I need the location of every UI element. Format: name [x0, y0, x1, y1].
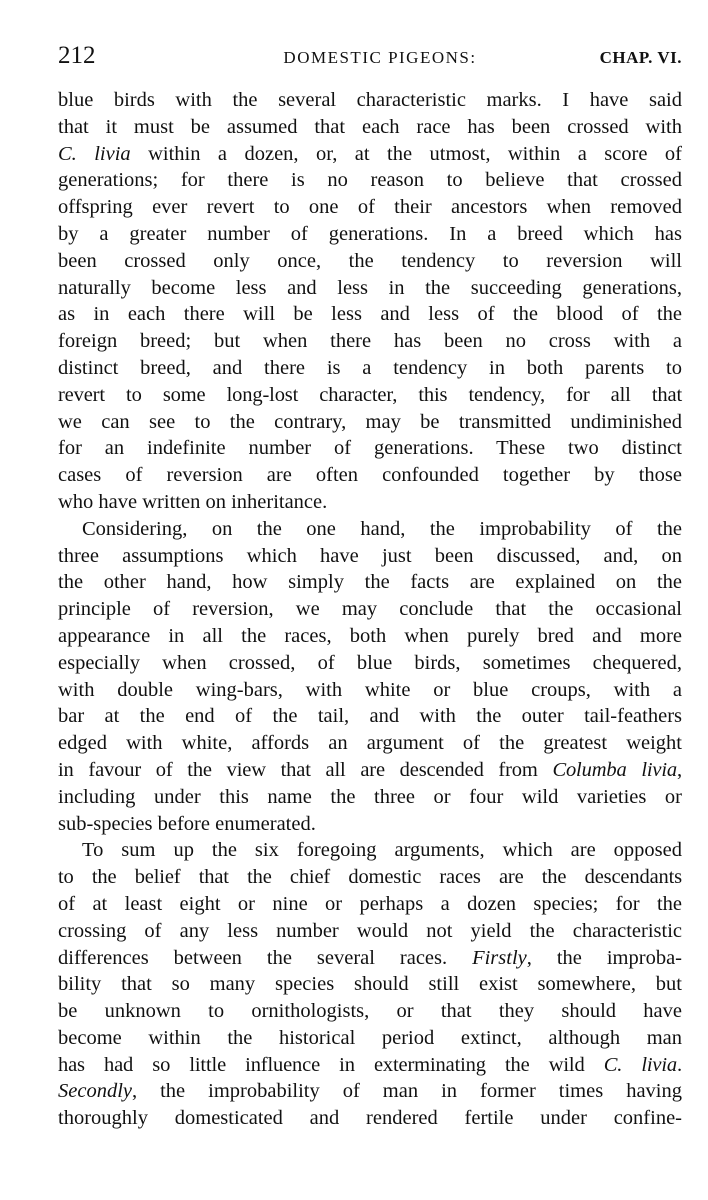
text-line: bility that so many species should still exist somewhere, but [58, 973, 682, 996]
text-line: cases of reversion are often confounded together by those [58, 464, 682, 487]
text-line: especially when crossed, of blue birds, sometimes chequered, [58, 651, 682, 674]
body-text [58, 87, 682, 1132]
text-line: foreign breed; but when there has been no cross with a [58, 330, 682, 353]
text-line: bar at the end of the tail, and with the outer tail-feathers [58, 705, 682, 728]
text-line: the other hand, how simply the facts are explained on the [58, 571, 682, 594]
paragraph [58, 87, 682, 516]
text-line: C. livia within a dozen, or, at the utmost, within a score of [58, 142, 682, 165]
text-line: with double wing-bars, with white or blue croups, with a [58, 678, 682, 701]
chapter-label: CHAP. VI. [599, 48, 682, 67]
text-line: in favour of the view that all are descended from Columba livia, [58, 758, 682, 781]
text-line: to the belief that the chief domestic races are the descendants [58, 866, 682, 889]
text-line: edged with white, affords an argument of the greatest weight [58, 732, 682, 755]
paragraph [58, 837, 682, 1132]
text-line: Secondly, the improbability of man in former times having [58, 1080, 682, 1103]
text-line: has had so little influence in exterminating the wild C. livia. [58, 1053, 682, 1076]
running-title: DOMESTIC PIGEONS: [283, 48, 477, 67]
text-line: To sum up the six foregoing arguments, which are opposed [82, 839, 682, 862]
text-line: be unknown to ornithologists, or that they should have [58, 1000, 682, 1023]
text-line: who have written on inheritance. [58, 490, 328, 513]
text-line: including under this name the three or four wild varieties or [58, 785, 682, 808]
text-line: naturally become less and less in the succeeding generations, [58, 276, 682, 299]
text-line: three assumptions which have just been discussed, and, on [58, 544, 682, 567]
text-line: of at least eight or nine or perhaps a dozen species; for the [58, 892, 682, 915]
paragraph [58, 516, 682, 838]
text-line: been crossed only once, the tendency to reversion will [58, 249, 682, 272]
text-line: blue birds with the several characteristic marks. I have said [58, 89, 682, 111]
text-line: for an indefinite number of generations. These two distinct [58, 437, 682, 460]
text-line: generations; for there is no reason to believe that crossed [58, 169, 682, 192]
text-line: become within the historical period extinct, although man [58, 1026, 682, 1049]
text-line: principle of reversion, we may conclude that the occasional [58, 598, 682, 621]
text-line: offspring ever revert to one of their ancestors when removed [58, 196, 682, 219]
text-line: differences between the several races. Firstly, the improba- [58, 946, 682, 969]
text-line: that it must be assumed that each race has been crossed with [58, 115, 682, 138]
page-header [58, 36, 682, 76]
text-line: revert to some long-lost character, this tendency, for all that [58, 383, 682, 406]
text-line: crossing of any less number would not yield the characteristic [58, 919, 682, 942]
text-line: appearance in all the races, both when purely bred and more [58, 624, 682, 647]
page-number: 212 [58, 42, 96, 69]
text-line: as in each there will be less and less of the blood of the [58, 303, 682, 326]
text-line: distinct breed, and there is a tendency in both parents to [58, 356, 682, 379]
text-line: we can see to the contrary, may be transmitted undiminished [58, 410, 682, 433]
text-line: Considering, on the one hand, the improbability of the [82, 517, 682, 540]
text-line: thoroughly domesticated and rendered fertile under confine- [58, 1107, 682, 1130]
text-line: by a greater number of generations. In a breed which has [58, 222, 682, 245]
text-line: sub-species before enumerated. [58, 812, 316, 835]
